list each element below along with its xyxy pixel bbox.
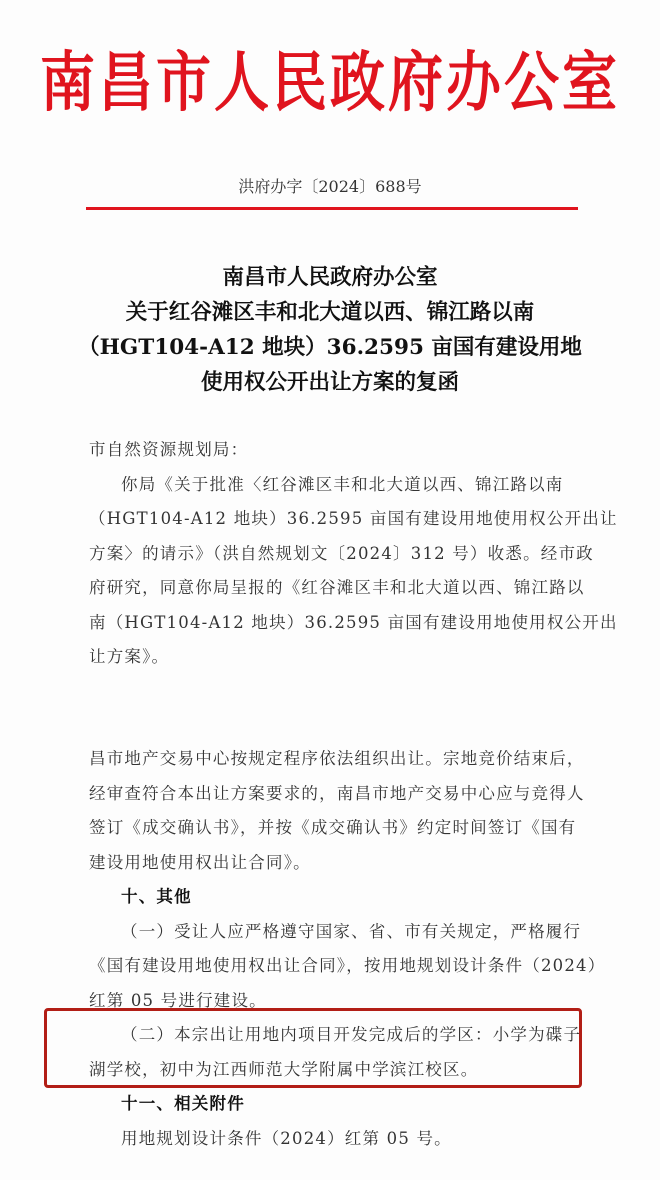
paragraph-line: 让方案》。 — [89, 647, 170, 666]
title-line: 使用权公开出让方案的复函 — [200, 370, 459, 395]
paragraph-line: 经审查符合本出让方案要求的，南昌市地产交易中心应与竞得人 — [89, 783, 585, 803]
item-1-line: 红第 05 号进行建设。 — [89, 990, 267, 1010]
letterhead-red-divider — [86, 207, 578, 210]
title-line: 关于红谷滩区丰和北大道以西、锦江路以南 — [125, 300, 535, 325]
document-title — [40, 260, 620, 400]
addressee: 市自然资源规划局： — [89, 440, 249, 459]
item-1-line: 《国有建设用地使用权出让合同》，按用地规划设计条件（2024） — [89, 956, 606, 975]
reply-body-section-2 — [89, 742, 606, 1156]
paragraph-line: 昌市地产交易中心按规定程序依法组织出让。宗地竞价结束后， — [89, 749, 585, 768]
item-2-school-district-line: 湖学校，初中为江西师范大学附属中学滨江校区。 — [89, 1059, 479, 1079]
paragraph-line: 建设用地使用权出让合同》。 — [89, 852, 311, 872]
paragraph-line: 你局《关于批准〈红谷滩区丰和北大道以西、锦江路以南 — [121, 474, 564, 494]
title-line: （HGT104-A12 地块）36.2595 亩国有建设用地 — [78, 335, 582, 360]
section-heading-other: 十、其他 — [121, 887, 192, 906]
item-1-line: （一）受让人应严格遵守国家、省、市有关规定，严格履行 — [121, 921, 582, 941]
document-number: 洪府办字〔2024〕688号 — [238, 177, 422, 196]
item-2-school-district-line: （二）本宗出让用地内项目开发完成后的学区：小学为碟子 — [121, 1025, 582, 1044]
letterhead-org-name: 南昌市人民政府办公室 — [39, 42, 620, 120]
attachment-line: 用地规划设计条件（2024）红第 05 号。 — [121, 1128, 452, 1148]
paragraph-line: 方案〉的请示》（洪自然规划文〔2024〕312 号）收悉。经市政 — [89, 543, 594, 563]
reply-body-section-1 — [89, 433, 618, 675]
paragraph-line: 府研究，同意你局呈报的《红谷滩区丰和北大道以西、锦江路以 — [89, 578, 585, 597]
paragraph-line: 南（HGT104-A12 地块）36.2595 亩国有建设用地使用权公开出 — [89, 612, 618, 632]
paragraph-line: 签订《成交确认书》，并按《成交确认书》约定时间签订《国有 — [89, 818, 577, 837]
paragraph-line: （HGT104-A12 地块）36.2595 亩国有建设用地使用权公开出让 — [89, 509, 618, 528]
title-line: 南昌市人民政府办公室 — [222, 265, 438, 290]
red-highlight-annotation-box — [44, 1008, 582, 1088]
section-heading-attachments: 十一、相关附件 — [121, 1094, 245, 1113]
